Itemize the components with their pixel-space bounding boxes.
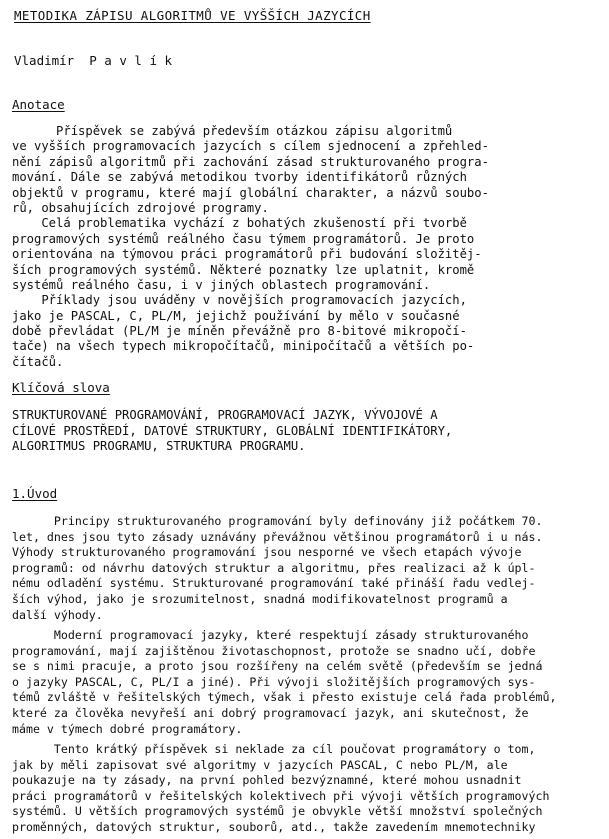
abstract-line: čítačů. xyxy=(12,354,64,369)
abstract-line: orientována na týmovou práci programátorů při budování složitěj- xyxy=(12,247,482,262)
intro-line: se s nimi pracuje, a proto jsou rozšířeny na celém světě (především se jedná xyxy=(12,659,543,674)
intro-line: jak by měli zapisovat své algoritmy v jazycích PASCAL, C nebo PL/M, ale xyxy=(12,757,508,772)
abstract-line: tače) na všech typech mikropočítačů, minipočítačů a větších po- xyxy=(12,339,475,354)
abstract-heading: Anotace xyxy=(12,97,65,112)
abstract-line: programových systémů reálného času týmem programátorů. Je proto xyxy=(12,231,475,246)
intro-line: Moderní programovací jazyky, které respektují zásady strukturovaného xyxy=(12,628,529,642)
abstract-line: Příspěvek se zabývá především otázkou zápisu algoritmů xyxy=(12,124,453,138)
intro-line: programování, mají zajištěnou životaschopnost, protože se snadno učí, dobře xyxy=(12,643,536,658)
abstract-line: systémů reálného času, i v jiných oblastech programování. xyxy=(12,277,431,292)
abstract-line: době převládat (PL/M je míněn převážně pro 8-bitové mikropočí- xyxy=(12,324,467,339)
intro-paragraph-1 xyxy=(12,514,605,623)
keywords-body xyxy=(12,408,605,455)
abstract-line: jako je PASCAL, C, PL/M, jejichž používání by mělo v současné xyxy=(12,308,460,323)
paper-title: METODIKA ZÁPISU ALGORITMŮ VE VYŠŠÍCH JAZYCÍCH xyxy=(14,8,371,23)
abstract-line: Celá problematika vychází z bohatých zkušeností při tvorbě xyxy=(12,216,467,231)
abstract-line: rů, obsahujících zdrojové programy. xyxy=(12,200,269,215)
intro-paragraph-3 xyxy=(12,742,605,836)
intro-line: let, dnes jsou tyto zásady uznávány převážnou většinou programátorů i u nás. xyxy=(12,529,543,544)
intro-line: ších výhod, jako je srozumitelnost, snadná modifikovatelnost programů a xyxy=(12,591,508,606)
abstract-line: mování. Dále se zabývá metodikou tvorby identifikátorů různých xyxy=(12,170,467,185)
intro-line: máme v týmech dobré programátory. xyxy=(12,721,243,736)
abstract-line: objektů v programu, které mají globální charakter, a názvů soubo- xyxy=(12,185,489,200)
intro-line: které za člověka nevyřeší ani dobrý programovací jazyk, ani skutečnost, že xyxy=(12,705,529,720)
keywords-line: CÍLOVÉ PROSTŘEDÍ, DATOVÉ STRUKTURY, GLOBÁLNÍ IDENTIFIKÁTORY, xyxy=(12,423,453,438)
intro-line: Tento krátký příspěvek si neklade za cíl poučovat programátory o tom, xyxy=(12,742,536,756)
intro-paragraph-2 xyxy=(12,628,605,737)
abstract-line: ve vyšších programovacích jazycích s cílem sjednocení a zpřehled- xyxy=(12,139,489,154)
abstract-line: Příklady jsou uváděny v novějších programovacích jazycích, xyxy=(12,293,467,308)
intro-line: témů zvláště v řešitelských týmech, však i přesto existuje celá řada problémů, xyxy=(12,690,557,705)
intro-line: Principy strukturovaného programování byly definovány již počátkem 70. xyxy=(12,514,543,528)
intro-line: systémů. U větších programových systémů je obvykle větší množství společných xyxy=(12,804,543,819)
intro-line: programů: od návrhu datových struktur a algoritmu, přes realizaci až k úpl- xyxy=(12,560,536,575)
abstract-line: nění zápisů algoritmů při zachování zásad strukturovaného progra- xyxy=(12,154,489,169)
intro-line: další výhody. xyxy=(12,607,103,622)
intro-line: proměnných, datových struktur, souborů, atd., takže zavedením mnemotechniky xyxy=(12,819,536,834)
abstract-body xyxy=(12,124,605,370)
abstract-line: ších programových systémů. Některé poznatky lze uplatnit, kromě xyxy=(12,262,475,277)
intro-line: Výhody strukturovaného programování jsou nesporné ve všech etapách vývoje xyxy=(12,545,522,560)
keywords-line: STRUKTUROVANÉ PROGRAMOVÁNÍ, PROGRAMOVACÍ JAZYK, VÝVOJOVÉ A xyxy=(12,408,438,422)
intro-line: poukazuje na ty zásady, na první pohled bezvýznamné, které mohou usnadnit xyxy=(12,773,522,788)
author-name: Vladimír P a v l í k xyxy=(14,53,173,68)
intro-line: nému odladění systému. Strukturované programování také přináší řadu vedlej- xyxy=(12,576,536,591)
intro-line: práci programátorů v řešitelských kolektivech při vývoji větších programových xyxy=(12,788,550,803)
intro-heading: 1.Úvod xyxy=(12,486,58,501)
keywords-line: ALGORITMUS PROGRAMU, STRUKTURA PROGRAMU. xyxy=(12,439,306,454)
intro-line: o jazyky PASCAL, C, PL/I a jiné). Při vývoji složitějších programových sys- xyxy=(12,674,536,689)
keywords-heading: Klíčová slova xyxy=(12,380,110,395)
